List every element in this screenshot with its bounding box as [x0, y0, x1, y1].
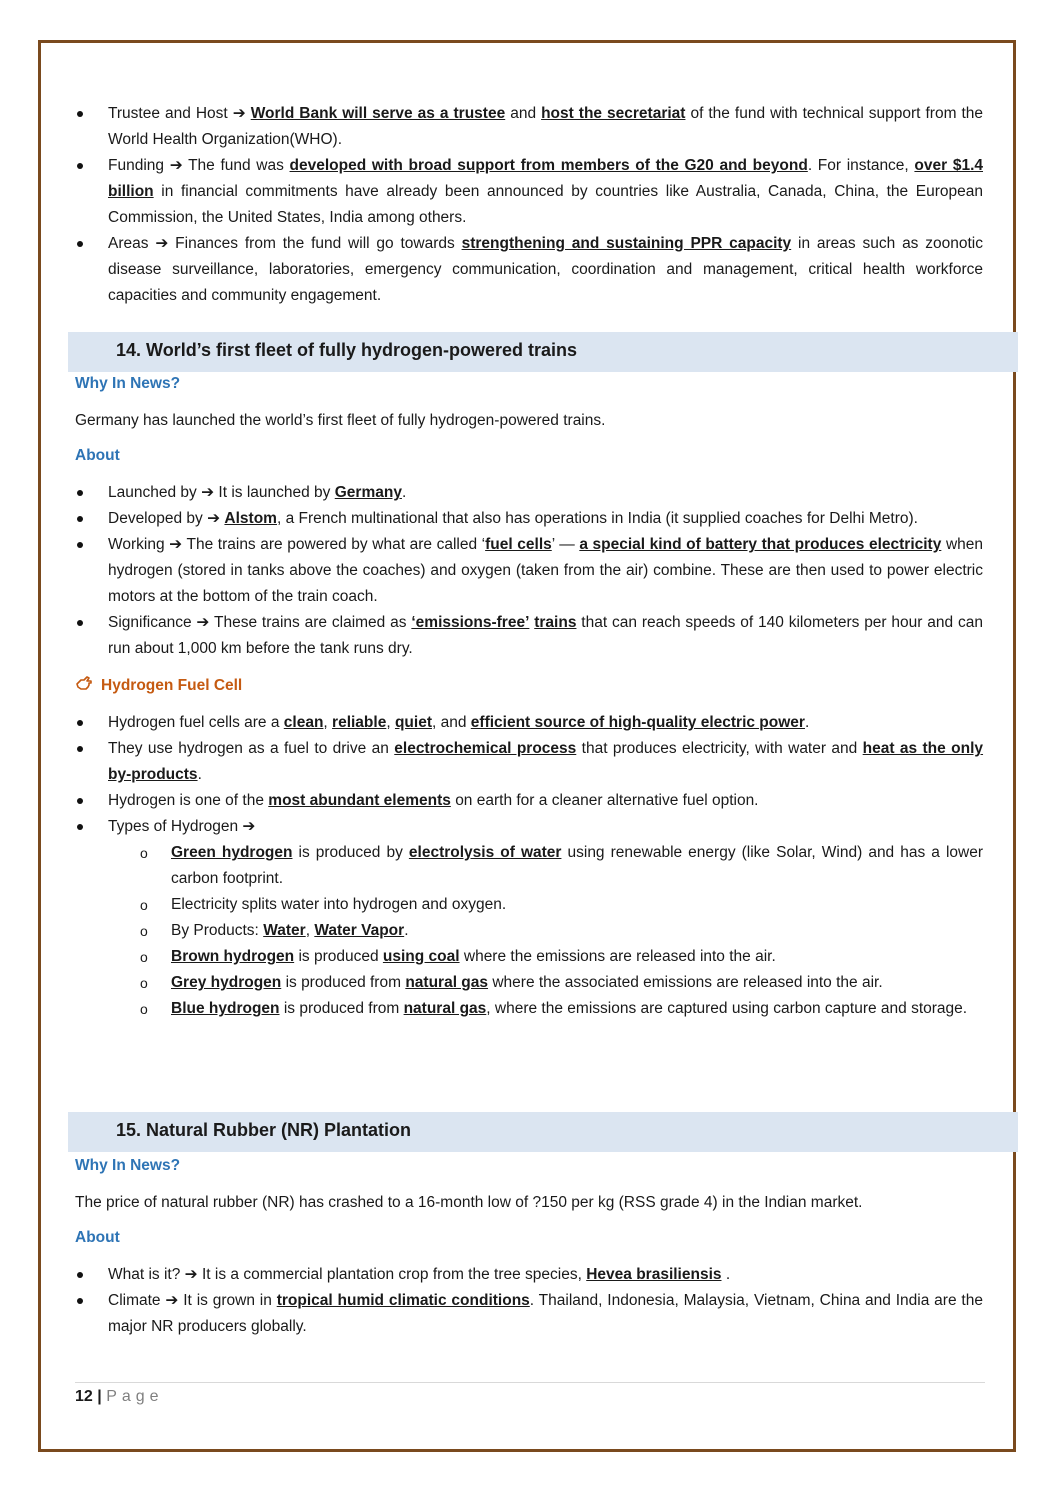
- text: It is a commercial plantation crop from the tree species,: [201, 1266, 582, 1283]
- key-phrase: Blue hydrogen: [171, 1000, 280, 1017]
- arrow-icon: ➔: [155, 235, 169, 252]
- key-phrase: Brown hydrogen: [171, 948, 295, 965]
- key-phrase: strengthening and sustaining PPR capacity: [461, 235, 792, 252]
- text: ’ —: [551, 536, 575, 553]
- why-in-news-text: Germany has launched the world’s first fleet of fully hydrogen-powered trains.: [75, 412, 606, 429]
- text: .: [725, 1266, 731, 1283]
- page-footer: [75, 1388, 164, 1406]
- text: on earth for a cleaner alternative fuel option.: [455, 792, 759, 809]
- bullet-label: Trustee and Host: [108, 105, 228, 122]
- text: , where the emissions are captured using carbon capture and storage.: [486, 1000, 968, 1017]
- key-phrase: host the secretariat: [541, 105, 686, 122]
- text: These trains are claimed as: [213, 614, 407, 631]
- arrow-icon: ➔: [169, 536, 183, 553]
- key-phrase: heat as the only by-products: [108, 740, 984, 783]
- list-item: [75, 970, 983, 996]
- text: , a French multinational that also has operations in India (it supplied coaches for Delhi Metro).: [276, 510, 918, 527]
- intro-list: [75, 101, 983, 309]
- why-in-news-text: The price of natural rubber (NR) has crashed to a 16-month low of ?150 per kg (RSS grade 4) in the Indian market.: [75, 1194, 863, 1211]
- list-item: [75, 610, 983, 662]
- list-item: [75, 153, 983, 231]
- list-item: [75, 840, 983, 892]
- key-phrase: natural gas: [403, 1000, 487, 1017]
- list-item: [75, 1288, 983, 1340]
- text: that can reach speeds of 140 kilometers per hour and can run about 1,000 km before the tank runs dry.: [108, 614, 983, 657]
- text: where the emissions are released into the air.: [463, 948, 776, 965]
- key-phrase: tropical humid climatic conditions: [276, 1292, 530, 1309]
- list-item: [75, 231, 983, 309]
- text: . For instance,: [807, 157, 909, 174]
- text: , and: [431, 714, 467, 731]
- key-phrase: fuel cells: [485, 536, 552, 553]
- key-phrase: quiet: [394, 714, 432, 731]
- text: Hydrogen is one of the: [108, 792, 264, 809]
- arrow-icon: ➔: [207, 510, 221, 527]
- key-phrase: electrochemical process: [394, 740, 577, 757]
- text: and: [510, 105, 537, 122]
- why-in-news-heading: Why In News?: [75, 1157, 181, 1174]
- arrow-icon: ➔: [165, 1292, 179, 1309]
- key-phrase: efficient source of high-quality electric power: [470, 714, 805, 731]
- bullet-label: What is it?: [108, 1266, 181, 1283]
- text: The trains are powered by what are called ‘: [186, 536, 486, 553]
- arrow-icon: ➔: [196, 614, 210, 631]
- section-15-body: [75, 1154, 983, 1340]
- text: They use hydrogen as a fuel to drive an: [108, 740, 389, 757]
- bullet-label: Funding: [108, 157, 165, 174]
- section-15-header: [68, 1112, 1018, 1152]
- key-phrase: electrolysis of water: [408, 844, 562, 861]
- text: where the associated emissions are released into the air.: [492, 974, 883, 991]
- fuel-cell-list: [75, 710, 983, 840]
- text: The fund was: [188, 157, 284, 174]
- footer-divider: [75, 1382, 985, 1383]
- list-item: o By Products: Water, Water Vapor.: [75, 918, 983, 944]
- list-item: [75, 480, 983, 506]
- arrow-icon: ➔: [184, 1266, 198, 1283]
- key-phrase: Grey hydrogen: [171, 974, 282, 991]
- list-item: [75, 506, 983, 532]
- key-phrase: Green hydrogen: [171, 844, 293, 861]
- why-in-news-heading: Why In News?: [75, 375, 181, 392]
- list-item: [75, 736, 983, 788]
- text: . Thailand, Indonesia, Malaysia, Vietnam, China and India are the major NR producers globally.: [108, 1292, 983, 1335]
- text: .: [804, 714, 810, 731]
- key-phrase: Hevea brasiliensis: [586, 1266, 722, 1283]
- list-item: [75, 892, 983, 918]
- text: in areas such as zoonotic disease surveillance, laboratories, emergency communication, coordination and management, critical health workforce capacities and community engagement.: [108, 235, 983, 304]
- text: is produced from: [285, 974, 402, 991]
- list-item: [75, 1262, 983, 1288]
- list-item: [75, 532, 983, 610]
- key-phrase: Water: [263, 922, 306, 939]
- list-item: [75, 101, 983, 153]
- bullet-label: Significance: [108, 614, 192, 631]
- text: Hydrogen fuel cells are a: [108, 714, 280, 731]
- list-item: [75, 814, 983, 840]
- text: is produced by: [298, 844, 403, 861]
- text: It is grown in: [183, 1292, 272, 1309]
- text: .: [404, 922, 409, 939]
- fuel-cell-title: Hydrogen Fuel Cell: [101, 677, 243, 694]
- text: in financial commitments have already been announced by countries like Australia, Canada, China, the European Commission, the United States, India among others.: [108, 183, 983, 226]
- bullet-label: Climate: [108, 1292, 161, 1309]
- key-phrase: most abundant elements: [268, 792, 451, 809]
- key-phrase: using coal: [382, 948, 460, 965]
- text: Finances from the fund will go towards: [175, 235, 455, 252]
- about-list: [75, 1262, 983, 1340]
- key-phrase: trains: [534, 614, 577, 631]
- text: .: [401, 484, 407, 501]
- text: .: [197, 766, 202, 783]
- key-phrase: Water Vapor: [314, 922, 405, 939]
- about-list: [75, 480, 983, 662]
- text: using renewable energy (like Solar, Wind) and has a lower carbon footprint.: [171, 844, 983, 887]
- pointing-hand-icon: [75, 675, 93, 693]
- key-phrase: a special kind of battery that produces electricity: [579, 536, 942, 553]
- list-item: [75, 944, 983, 970]
- section-title: 14. World’s first fleet of fully hydrogen-powered trains: [116, 340, 578, 360]
- list-item: [75, 788, 983, 814]
- bullet-label: Developed by: [108, 510, 203, 527]
- arrow-icon: ➔: [169, 157, 183, 174]
- page-label: Page: [106, 1388, 164, 1405]
- section-title: 15. Natural Rubber (NR) Plantation: [116, 1120, 412, 1140]
- text: It is launched by: [218, 484, 331, 501]
- key-phrase: reliable: [332, 714, 387, 731]
- footer-separator: |: [97, 1388, 102, 1405]
- arrow-icon: ➔: [242, 818, 256, 835]
- key-phrase: over $1.4 billion: [108, 157, 983, 200]
- about-heading: About: [75, 447, 120, 464]
- text: is produced from: [283, 1000, 400, 1017]
- key-phrase: ‘emissions-free’: [411, 614, 530, 631]
- text: Electricity splits water into hydrogen and oxygen.: [171, 896, 507, 913]
- section-14-body: [75, 372, 983, 1022]
- hydrogen-types-list: [75, 840, 983, 1022]
- list-item: [75, 996, 983, 1022]
- key-phrase: World Bank will serve as a trustee: [250, 105, 506, 122]
- text: By Products:: [171, 922, 259, 939]
- section-14-header: [68, 332, 1018, 372]
- key-phrase: natural gas: [405, 974, 489, 991]
- text: is produced: [298, 948, 379, 965]
- list-item: Hydrogen fuel cells are a clean, reliable, quiet, and efficient source of high-quality electric power.: [75, 710, 983, 736]
- arrow-icon: ➔: [232, 105, 246, 122]
- text: Types of Hydrogen: [108, 818, 239, 835]
- arrow-icon: ➔: [201, 484, 215, 501]
- about-heading: About: [75, 1229, 120, 1246]
- text: that produces electricity, with water and: [581, 740, 858, 757]
- text: of the fund with technical support from the World Health Organization(WHO).: [108, 105, 984, 148]
- fuel-cell-heading: [75, 674, 983, 698]
- text: when hydrogen (stored in tanks above the coaches) and oxygen (taken from the air) combine. These are then used to power electric motors at the bottom of the train coach.: [108, 536, 983, 605]
- bullet-label: Launched by: [108, 484, 197, 501]
- page-number: 12: [75, 1388, 93, 1405]
- key-phrase: developed with broad support from members of the G20 and beyond: [289, 157, 808, 174]
- key-phrase: clean: [283, 714, 324, 731]
- bullet-label: Areas: [108, 235, 149, 252]
- key-phrase: Alstom: [224, 510, 277, 527]
- intro-block: [75, 101, 983, 309]
- key-phrase: Germany: [334, 484, 402, 501]
- bullet-label: Working: [108, 536, 165, 553]
